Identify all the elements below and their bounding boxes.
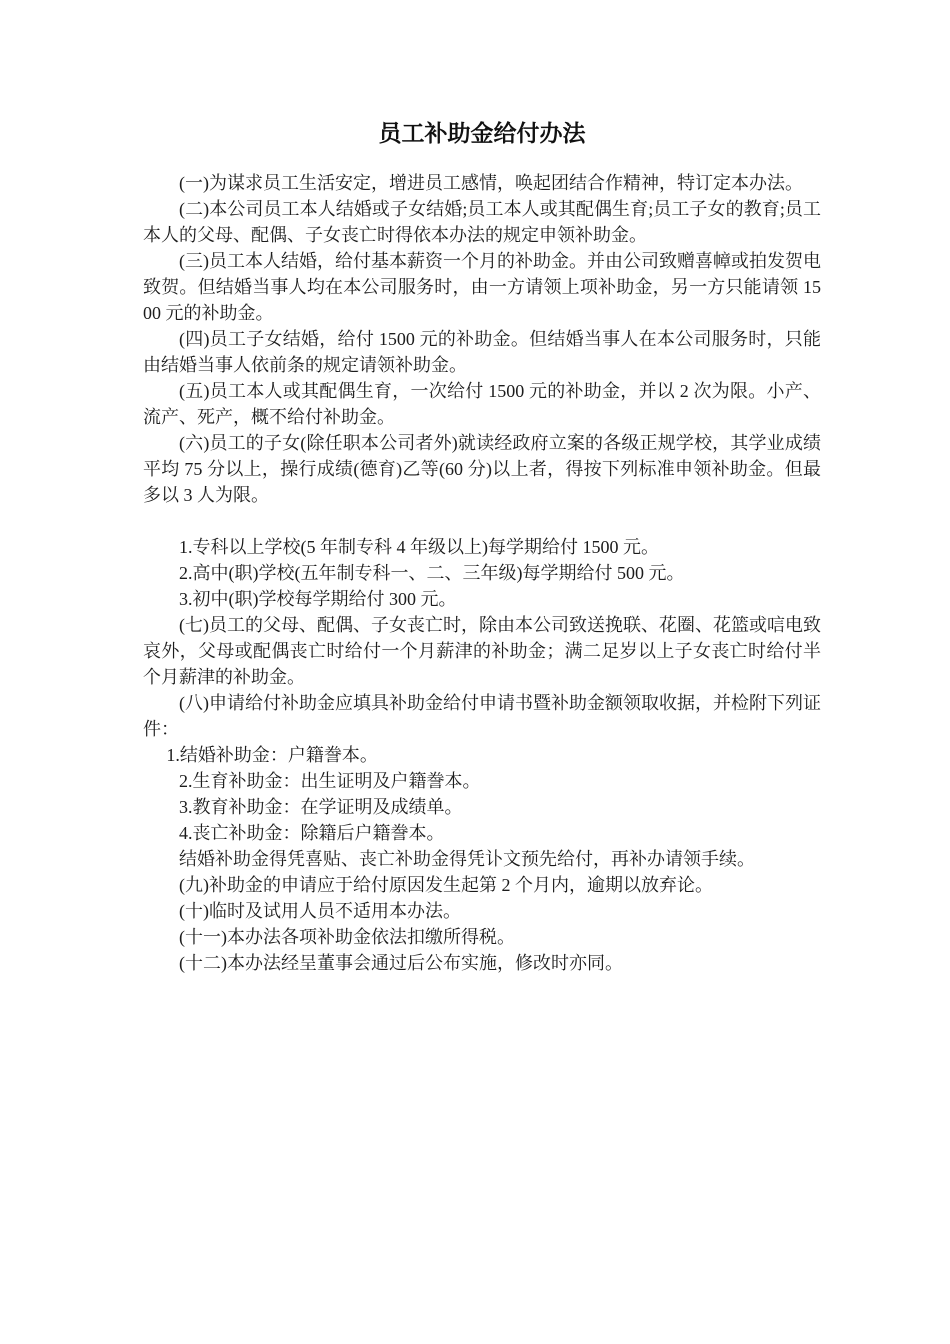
clause-11: (十一)本办法各项补助金依法扣缴所得税。 xyxy=(179,927,515,947)
cert-item-4: 4.丧亡补助金：除籍后户籍誊本。 xyxy=(179,823,445,843)
cert-item-2: 2.生育补助金：出生证明及户籍誊本。 xyxy=(179,771,481,791)
cert-item-1: 1.结婚补助金：户籍誊本。 xyxy=(166,745,378,765)
cert-item-3: 3.教育补助金：在学证明及成绩单。 xyxy=(179,797,463,817)
document-page xyxy=(143,118,821,976)
clause-7: (七)员工的父母、配偶、子女丧亡时，除由本公司致送挽联、花圈、花篮或唁电致哀外，父母或配偶丧亡时给付一个月薪津的补助金；满二足岁以上子女丧亡时给付半个月薪津的补助金。 xyxy=(143,615,821,687)
clause-10: (十)临时及试用人员不适用本办法。 xyxy=(179,901,461,921)
clause-12: (十二)本办法经呈董事会通过后公布实施，修改时亦同。 xyxy=(179,953,623,973)
cert-note-line: 结婚补助金得凭喜贴、丧亡补助金得凭讣文预先给付，再补办请领手续。 xyxy=(179,849,755,869)
school-item-2: 2.高中(职)学校(五年制专科一、二、三年级)每学期给付 500 元。 xyxy=(179,563,685,583)
clause-9: (九)补助金的申请应于给付原因发生起第 2 个月内，逾期以放弃论。 xyxy=(179,875,713,895)
clause-5: (五)员工本人或其配偶生育，一次给付 1500 元的补助金，并以 2 次为限。小产、流产、死产，概不给付补助金。 xyxy=(143,381,821,427)
clause-4: (四)员工子女结婚，给付 1500 元的补助金。但结婚当事人在本公司服务时，只能由结婚当事人依前条的规定请领补助金。 xyxy=(143,329,821,375)
school-item-1: 1.专科以上学校(5 年制专科 4 年级以上)每学期给付 1500 元。 xyxy=(179,537,659,557)
clause-8: (八)申请给付补助金应填具补助金给付申请书暨补助金额领取收据，并检附下列证件： xyxy=(143,693,821,739)
clause-3: (三)员工本人结婚，给付基本薪资一个月的补助金。并由公司致赠喜幛或拍发贺电致贺。但结婚当事人均在本公司服务时，由一方请领上项补助金，另一方只能请领 1500 元的补助金。 xyxy=(143,251,821,323)
blank-line xyxy=(143,508,821,534)
doc-title: 员工补助金给付办法 xyxy=(378,120,586,146)
clause-2: (二)本公司员工本人结婚或子女结婚;员工本人或其配偶生育;员工子女的教育;员工本人的父母、配偶、子女丧亡时得依本办法的规定申领补助金。 xyxy=(143,199,821,245)
clause-6: (六)员工的子女(除任职本公司者外)就读经政府立案的各级正规学校，其学业成绩平均 75 分以上，操行成绩(德育)乙等(60 分)以上者，得按下列标准申领补助金。但最多以 3 人为限。 xyxy=(143,433,821,505)
clause-1: (一)为谋求员工生活安定，增进员工感情，唤起团结合作精神，特订定本办法。 xyxy=(179,173,803,193)
school-item-3: 3.初中(职)学校每学期给付 300 元。 xyxy=(179,589,457,609)
